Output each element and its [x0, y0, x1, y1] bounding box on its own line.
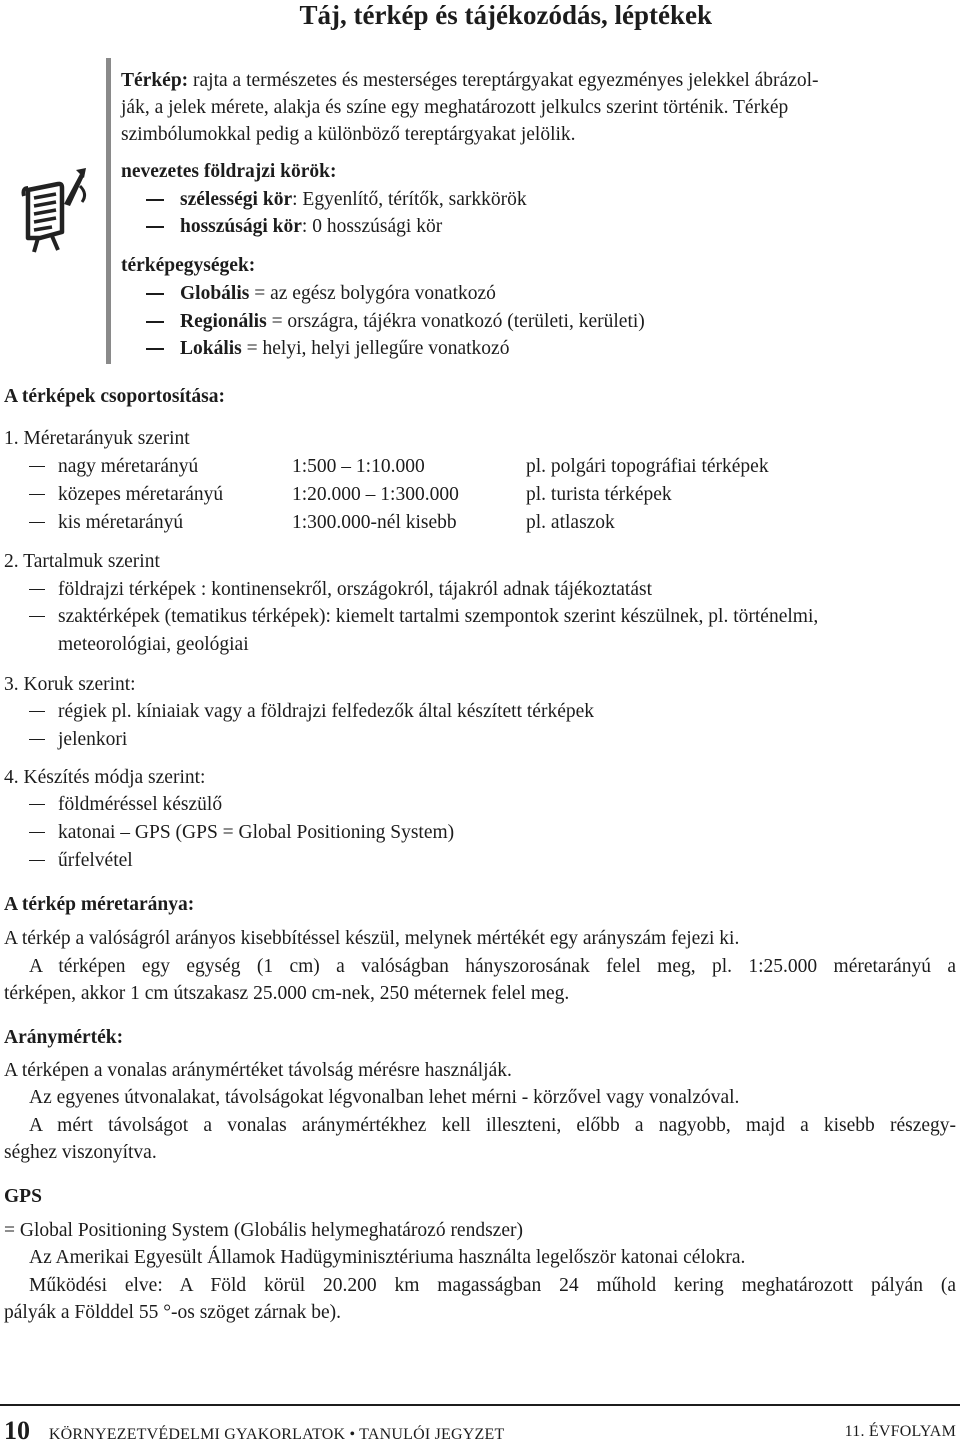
group-4-item-text: földméréssel készülő — [58, 794, 223, 815]
barscale-paragraph-3: A mért távolságot a vonalas aránymértékhez kell illeszteni, előbb a nagyobb, majd a kisebb részegy- — [29, 1115, 956, 1136]
group-3-item — [29, 728, 127, 752]
group-4-item-text: űrfelvétel — [58, 850, 133, 871]
scale-paragraph-1: A térkép a valóságról arányos kisebbítéssel készül, melynek mértékét egy arányszám fejezi ki. — [4, 928, 740, 949]
group-4-item — [29, 849, 133, 873]
circles-heading: nevezetes földrajzi körök: — [121, 161, 337, 182]
scale-row-example: pl. turista térképek — [526, 484, 672, 505]
circle-text: : 0 hosszúsági kör — [301, 216, 443, 237]
group-2-item-text: földrajzi térképek : kontinensekről, országokról, tájakról adnak tájékoztatást — [58, 579, 652, 600]
group-1-heading: 1. Méretarányuk szerint — [4, 428, 190, 449]
dash — [29, 589, 45, 590]
scale-row-ratio: 1:300.000-nél kisebb — [292, 512, 457, 533]
unit-text: = az egész bolygóra vonatkozó — [249, 283, 496, 304]
group-3-heading: 3. Koruk szerint: — [4, 674, 136, 695]
group-2-item — [29, 578, 652, 602]
dash — [146, 321, 164, 323]
scale-row-ratio: 1:500 – 1:10.000 — [292, 456, 425, 477]
dash — [29, 860, 45, 861]
units-heading: térképegységek: — [121, 255, 256, 276]
unit-item-global — [146, 282, 496, 306]
group-3-item-text: régiek pl. kíniaiak vagy a földrajzi felfedezők által készített térképek — [58, 701, 595, 722]
scale-row-example: pl. polgári topográfiai térképek — [526, 456, 769, 477]
footer-right — [845, 1418, 956, 1445]
dash — [146, 348, 164, 350]
circle-term: hosszúsági kör — [180, 216, 302, 237]
scale-paragraph-2-continued: térképen, akkor 1 cm útszakasz 25.000 cm-nek, 250 méternek felel meg. — [4, 983, 570, 1004]
dash — [29, 494, 45, 495]
unit-item-regional — [146, 310, 645, 334]
grouping-heading: A térképek csoportosítása: — [4, 386, 225, 407]
intro-line-1-text: rajta a természetes és mesterséges tereptárgyakat egyezményes jelekkel ábrázol- — [188, 70, 819, 91]
scale-row-medium — [29, 483, 223, 507]
scale-row-name: kis méretarányú — [58, 512, 184, 533]
group-2-heading: 2. Tartalmuk szerint — [4, 551, 160, 572]
dash — [29, 616, 45, 617]
group-2-item-text: szaktérképek (tematikus térképek): kiemelt tartalmi szempontok szerint készülnek, pl. történelmi, — [58, 606, 819, 627]
dash — [29, 711, 45, 712]
footer-grade: 11. ÉVFOLYAM — [844, 1423, 956, 1440]
scale-row-large — [29, 455, 198, 479]
dash — [29, 804, 45, 805]
scale-row-ratio: 1:20.000 – 1:300.000 — [292, 484, 459, 505]
barscale-paragraph-3-continued: séghez viszonyítva. — [4, 1142, 157, 1163]
unit-text: = országra, tájékra vonatkozó (területi, kerületi) — [266, 311, 645, 332]
page-number: 10 — [4, 1416, 30, 1445]
group-2-item-continued: meteorológiai, geológiai — [58, 634, 249, 655]
intro-line-2: ják, a jelek mérete, alakja és színe egy meghatározott jelkulcs szerint történik. Térkép — [121, 97, 789, 118]
dash — [29, 832, 45, 833]
scale-paragraph-2: A térképen egy egység (1 cm) a valóságban hányszorosának felel meg, pl. 1:25.000 méretarányú a — [29, 956, 956, 977]
group-4-item — [29, 793, 222, 817]
group-3-item-text: jelenkori — [58, 729, 128, 750]
intro-line-3: szimbólumokkal pedig a különböző tereptárgyakat jelölik. — [121, 124, 576, 145]
dash — [29, 739, 45, 740]
note-icon — [18, 166, 90, 256]
circle-item-latitude — [146, 188, 527, 212]
sidebar-rule — [106, 58, 111, 364]
scale-row-name: nagy méretarányú — [58, 456, 199, 477]
group-2-item — [29, 605, 818, 629]
circle-term: szélességi kör — [180, 189, 293, 210]
dash — [29, 466, 45, 467]
gps-paragraph-3-continued: pályák a Földdel 55 °-os szöget zárnak be). — [4, 1302, 342, 1323]
dash — [29, 522, 45, 523]
gps-paragraph-1: = Global Positioning System (Globális helymeghatározó rendszer) — [4, 1220, 523, 1241]
dash — [146, 226, 164, 228]
scale-heading: A térkép méretaránya: — [4, 894, 195, 915]
scale-row-name: közepes méretarányú — [58, 484, 224, 505]
dash — [146, 293, 164, 295]
footer-title: KÖRNYEZETVÉDELMI GYAKORLATOK • TANULÓI JEGYZET — [48, 1426, 505, 1443]
intro-line-1 — [121, 69, 819, 93]
term-terkep: Térkép: — [121, 70, 189, 91]
barscale-heading: Aránymérték: — [4, 1027, 124, 1048]
group-4-item — [29, 821, 454, 845]
barscale-paragraph-2: Az egyenes útvonalakat, távolságokat légvonalban lehet mérni - körzővel vagy vonalzóval. — [29, 1087, 740, 1108]
scale-row-small — [29, 511, 183, 535]
gps-paragraph-3: Működési elve: A Föld körül 20.200 km magasságban 24 műhold kering meghatározott pályán (a — [29, 1275, 956, 1296]
dash — [146, 199, 164, 201]
unit-term: Lokális — [180, 338, 242, 359]
group-3-item — [29, 700, 594, 724]
page-title: Táj, térkép és tájékozódás, léptékek — [299, 0, 712, 30]
unit-text: = helyi, helyi jellegűre vonatkozó — [241, 338, 510, 359]
barscale-paragraph-1: A térképen a vonalas aránymértéket távolság mérésre használják. — [4, 1060, 512, 1081]
gps-paragraph-2: Az Amerikai Egyesült Államok Hadügyminisztériuma használta legelőször katonai célokra. — [29, 1247, 746, 1268]
gps-heading: GPS — [4, 1186, 42, 1207]
circle-item-longitude — [146, 215, 442, 239]
scale-row-example: pl. atlaszok — [526, 512, 615, 533]
unit-item-local — [146, 337, 509, 361]
circle-text: : Egyenlítő, térítők, sarkkörök — [292, 189, 527, 210]
unit-term: Regionális — [180, 311, 267, 332]
footer-rule — [0, 1404, 960, 1406]
group-4-heading: 4. Készítés módja szerint: — [4, 767, 206, 788]
unit-term: Globális — [180, 283, 250, 304]
group-4-item-text: katonai – GPS (GPS = Global Positioning System) — [58, 822, 455, 843]
